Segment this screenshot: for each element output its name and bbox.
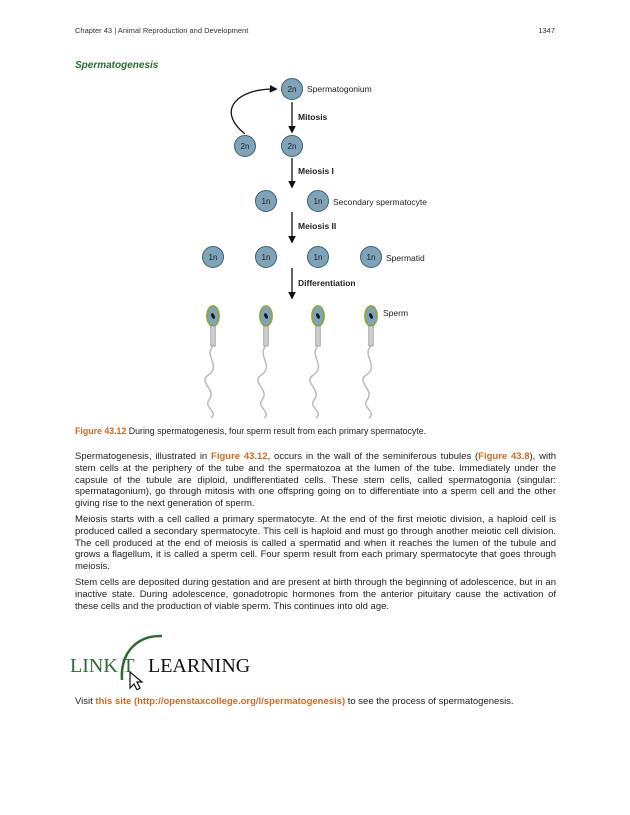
spermatogenesis-diagram (0, 70, 630, 420)
paragraph-3: Stem cells are deposited during gestation and are present at birth through the beginning of adolescence, but in an inactive state. During adolescence, gonadotropic hormones from the anterior pituitary cause the activation of these cells and the production of viable sperm. This continues into old age. (75, 577, 556, 612)
meiosis1-label: Meiosis I (298, 166, 334, 176)
spermatogonium-cell (282, 79, 303, 100)
ploidy-label: 1n (313, 197, 323, 206)
mitosis-label: Mitosis (298, 112, 328, 122)
visit-post: to see the process of spermatogenesis. (345, 696, 514, 707)
p1-text-c: ), with stem cells at the periphery of the tube and the spermatozoa at the lumen of the tube. Immediately under the capsule of the tubule are diploid, undifferentiated cells. These stem cells, called spermatogonia (singular: spermatagonium), go through mitosis with one offspring going on to differentiate into a sperm cell and the other giving rise to the next generation of sperm. (75, 451, 556, 510)
spermatid-1 (203, 247, 224, 268)
ploidy-label: 2n (287, 142, 297, 151)
spermatid-2 (256, 247, 277, 268)
sperm-cell-3 (310, 306, 324, 418)
sperm-cell-4 (363, 306, 377, 418)
figure-caption (75, 425, 555, 437)
ploidy-label: 1n (261, 197, 271, 206)
visit-line (75, 696, 555, 707)
secondary-spermatocyte-label: Secondary spermatocyte (333, 197, 428, 207)
sperm-cell-1 (205, 306, 219, 418)
sperm-cell-2 (258, 306, 272, 418)
caption-text: During spermatogenesis, four sperm result from each primary spermatocyte. (126, 426, 427, 436)
ploidy-label: 1n (366, 253, 376, 262)
ploidy-label: 1n (261, 253, 271, 262)
figure-43-8-link[interactable]: Figure 43.8 (478, 451, 530, 462)
chapter-title: Chapter 43 | Animal Reproduction and Development (75, 26, 249, 35)
primary-spermatocyte-left (235, 136, 256, 157)
page-number: 1347 (538, 26, 555, 35)
differentiation-label: Differentiation (298, 278, 356, 288)
paragraph-1 (75, 451, 556, 510)
ploidy-label: 1n (208, 253, 218, 262)
paragraph-2: Meiosis starts with a cell called a primary spermatocyte. At the end of the first meiotic division, a haploid cell is produced called a secondary spermatocyte. This cell is haploid and must go through another meiotic cell division. The cell produced at the end of meiosis is called a spermatid and when it reaches the lumen of the tubule and grows a flagellum, it is called a sperm cell. Four sperm result from each primary spermatocyte that goes through meiosis. (75, 514, 556, 573)
section-title: Spermatogenesis (75, 60, 159, 71)
logo-word-learning: LEARNING (148, 655, 251, 677)
p1-text-a: Spermatogenesis, illustrated in (75, 451, 212, 462)
self-renewal-arrow (231, 89, 276, 134)
ploidy-label: 2n (240, 142, 250, 151)
p1-text-b: , occurs in the wall of the seminiferous tubules ( (267, 451, 479, 462)
logo-word-link: LINK T (70, 655, 135, 677)
meiosis2-label: Meiosis II (298, 221, 337, 231)
sperm-label: Sperm (383, 308, 409, 318)
spermatid-label: Spermatid (386, 253, 425, 263)
visit-pre: Visit (75, 696, 96, 707)
spermatogenesis-link[interactable]: this site (http://openstaxcollege.org/l/spermatogenesis) (95, 696, 346, 707)
ploidy-label: 1n (313, 253, 323, 262)
spermatid-4 (361, 247, 382, 268)
link-to-learning-logo (70, 630, 270, 690)
ploidy-label: 2n (287, 85, 297, 94)
primary-spermatocyte-right (282, 136, 303, 157)
secondary-spermatocyte-1 (256, 191, 277, 212)
spermatid-3 (308, 247, 329, 268)
spermatogonium-label: Spermatogonium (307, 84, 372, 94)
figure-43-12-link[interactable]: Figure 43.12 (211, 451, 268, 462)
figure-label[interactable]: Figure 43.12 (75, 426, 127, 436)
secondary-spermatocyte-2 (308, 191, 329, 212)
